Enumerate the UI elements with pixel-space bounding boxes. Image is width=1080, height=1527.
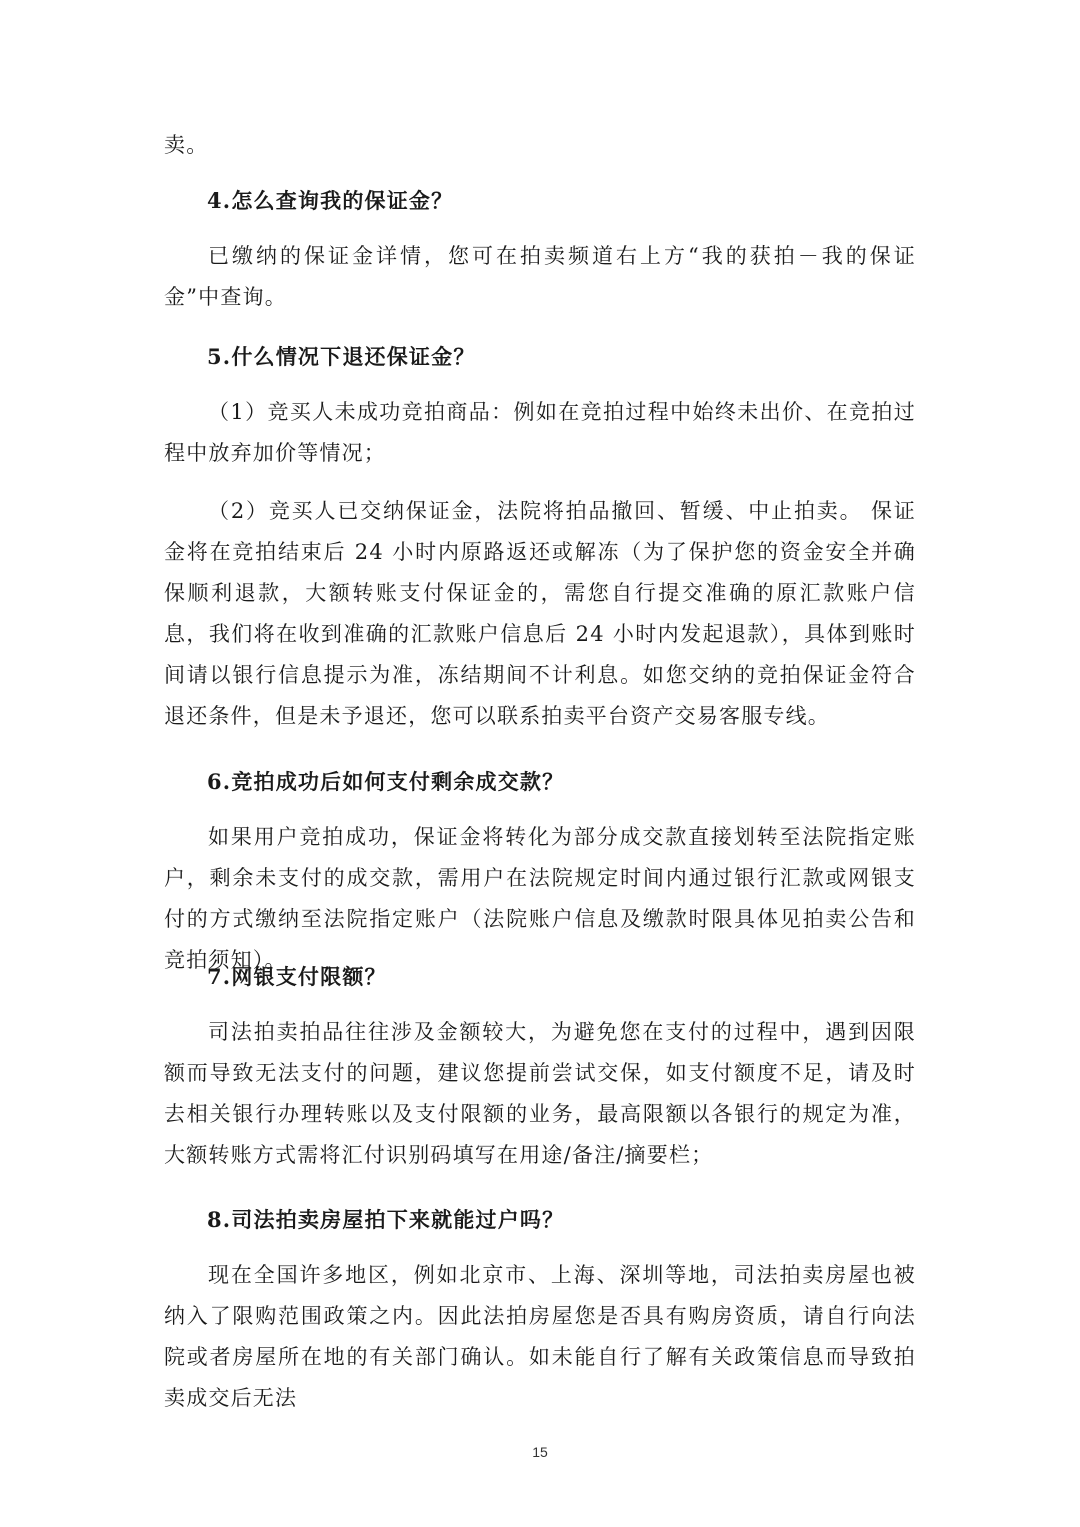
section-5-heading: 5.什么情况下退还保证金？	[207, 344, 476, 369]
section-6-heading: 6.竞拍成功后如何支付剩余成交款？	[207, 769, 565, 794]
section-4-heading: 4.怎么查询我的保证金？	[207, 188, 454, 213]
page-number: 15	[532, 1444, 548, 1460]
section-8-paragraph-1: 现在全国许多地区，例如北京市、上海、深圳等地，司法拍卖房屋也被纳入了限购范围政策之内。因此法拍房屋您是否具有购房资质，请自行向法院或者房屋所在地的有关部门确认。如未能自行了解有关政策信息而导致拍卖成交后无法	[164, 1263, 916, 1410]
section-7-paragraph-1: 司法拍卖拍品往往涉及金额较大，为避免您在支付的过程中，遇到因限额而导致无法支付的问题，建议您提前尝试交保，如支付额度不足，请及时去相关银行办理转账以及支付限额的业务，最高限额以各银行的规定为准，大额转账方式需将汇付识别码填写在用途/备注/摘要栏；	[164, 1020, 916, 1167]
section-6-paragraph-1: 如果用户竞拍成功，保证金将转化为部分成交款直接划转至法院指定账户，剩余未支付的成交款，需用户在法院规定时间内通过银行汇款或网银支付的方式缴纳至法院指定账户（法院账户信息及缴款时限具体见拍卖公告和竞拍须知）。	[164, 825, 916, 972]
section-4-paragraph-1: 已缴纳的保证金详情，您可在拍卖频道右上方“我的获拍－我的保证金”中查询。	[164, 244, 916, 309]
section-5-paragraph-1: （1）竞买人未成功竞拍商品：例如在竞拍过程中始终未出价、在竞拍过程中放弃加价等情况；	[164, 400, 916, 465]
section-5-paragraph-2: （2）竞买人已交纳保证金，法院将拍品撤回、暂缓、中止拍卖。 保证金将在竞拍结束后 24 小时内原路返还或解冻（为了保护您的资金安全并确保顺利退款，大额转账支付保证金的，需您自行提交准确的原汇款账户信息，我们将在收到准确的汇款账户信息后 24 小时内发起退款），具体到账时间请以银行信息提示为准，冻结期间不计利息。如您交纳的竞拍保证金符合退还条件，但是未予退还，您可以联系拍卖平台资产交易客服专线。	[164, 499, 916, 728]
section-7-heading: 7.网银支付限额？	[207, 964, 387, 989]
carryover-text: 卖。	[164, 133, 209, 157]
section-8-heading: 8.司法拍卖房屋拍下来就能过户吗？	[207, 1207, 565, 1232]
